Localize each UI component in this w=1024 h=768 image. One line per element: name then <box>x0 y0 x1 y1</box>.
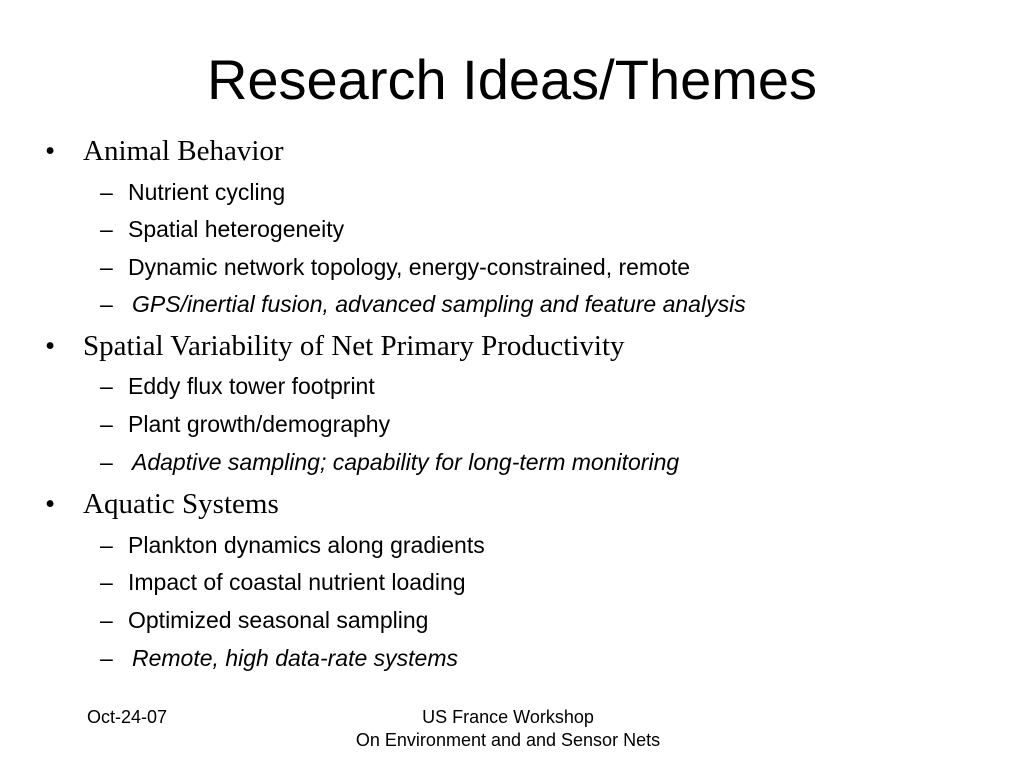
bullet-icon: • <box>45 135 56 167</box>
sub-item <box>100 177 285 207</box>
bullet-text: Aquatic Systems <box>83 488 279 520</box>
sub-item <box>100 252 690 282</box>
dash-icon: – <box>100 449 113 475</box>
sub-item-text: Plankton dynamics along gradients <box>128 532 485 558</box>
slide-title: Research Ideas/Themes <box>206 48 818 111</box>
sub-item-italic <box>100 643 458 673</box>
bullet-text: Animal Behavior <box>83 135 284 167</box>
bullet-text: Spatial Variability of Net Primary Productivity <box>83 330 625 362</box>
dash-icon: – <box>100 645 113 671</box>
sub-item <box>100 605 428 635</box>
bullet-animal-behavior <box>45 133 284 169</box>
dash-icon: – <box>100 373 113 399</box>
sub-item-text: Adaptive sampling; capability for long-term monitoring <box>132 449 680 475</box>
dash-icon: – <box>100 216 113 242</box>
bullet-aquatic-systems <box>45 486 279 522</box>
bullet-icon: • <box>45 330 56 362</box>
sub-item-text: Dynamic network topology, energy-constrained, remote <box>128 254 691 280</box>
sub-item <box>100 409 390 439</box>
sub-item-text: Nutrient cycling <box>128 179 286 205</box>
dash-icon: – <box>100 411 113 437</box>
dash-icon: – <box>100 532 113 558</box>
sub-item-italic <box>100 447 679 477</box>
footer-event <box>308 706 708 752</box>
sub-item-text: Impact of coastal nutrient loading <box>128 569 466 595</box>
sub-item-text: GPS/inertial fusion, advanced sampling and feature analysis <box>132 291 746 317</box>
bullet-spatial-variability <box>45 328 625 364</box>
sub-item <box>100 214 344 244</box>
sub-item-text: Optimized seasonal sampling <box>128 607 429 633</box>
sub-item <box>100 567 466 597</box>
bullet-icon: • <box>45 488 56 520</box>
dash-icon: – <box>100 569 113 595</box>
dash-icon: – <box>100 291 113 317</box>
sub-item-text: Eddy flux tower footprint <box>128 373 375 399</box>
sub-item-text: Plant growth/demography <box>128 411 391 437</box>
footer-line-1: US France Workshop <box>422 707 594 727</box>
footer-line-2: On Environment and and Sensor Nets <box>355 730 661 750</box>
sub-item <box>100 371 375 401</box>
dash-icon: – <box>100 607 113 633</box>
sub-item-text: Remote, high data-rate systems <box>132 645 458 671</box>
sub-item-text: Spatial heterogeneity <box>128 216 345 242</box>
dash-icon: – <box>100 179 113 205</box>
footer-date: Oct-24-07 <box>87 707 168 727</box>
sub-item-italic <box>100 289 746 319</box>
sub-item <box>100 530 485 560</box>
dash-icon: – <box>100 254 113 280</box>
